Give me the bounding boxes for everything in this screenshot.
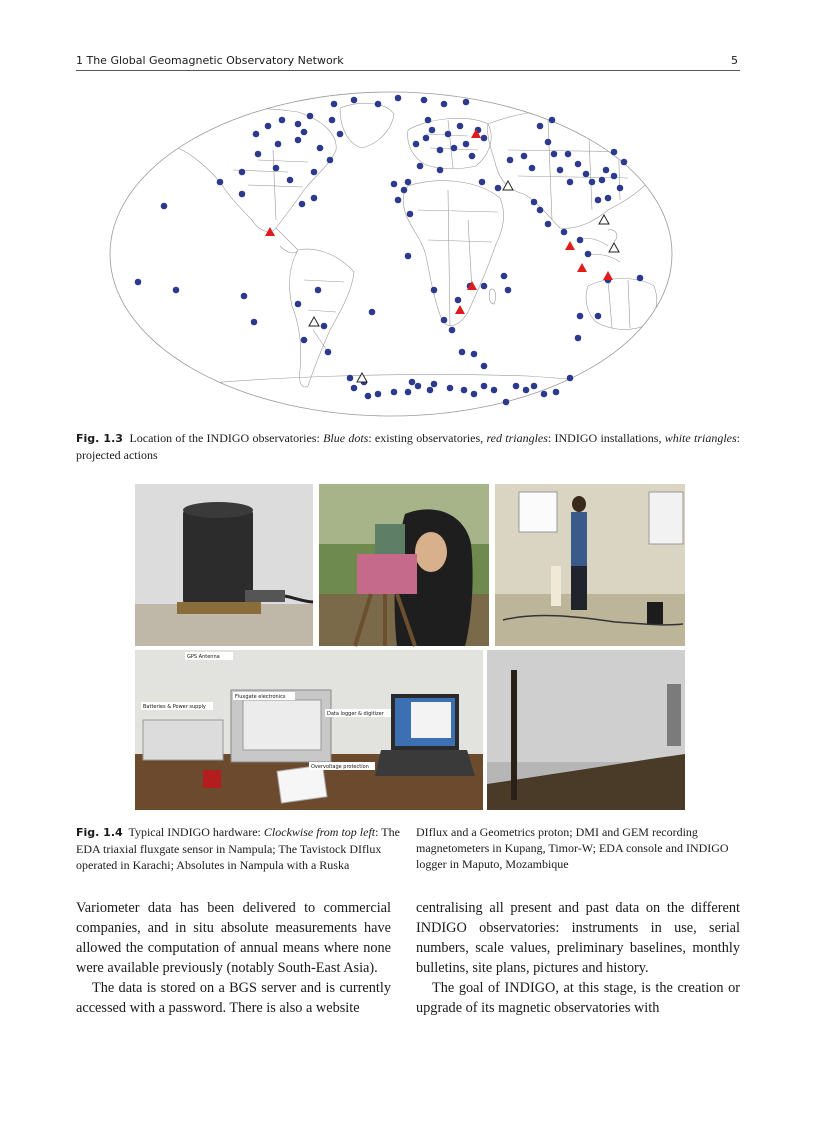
observatory-dot (327, 157, 334, 164)
observatory-dot (301, 129, 308, 136)
observatory-dot (413, 141, 420, 148)
observatory-dot (503, 399, 510, 406)
observatory-dot (423, 135, 430, 142)
observatory-dot (161, 203, 168, 210)
observatory-dot (521, 153, 528, 160)
observatory-dot (611, 149, 618, 156)
observatory-dot (575, 335, 582, 342)
observatory-dot (567, 179, 574, 186)
photo-hut-interior (487, 650, 685, 810)
observatory-dot (241, 293, 248, 300)
observatory-dot (577, 313, 584, 320)
paragraph: centralising all present and past data on the different INDIGO observatories: instruments in use, serial numbers, scale values, preliminary baselines, monthly bulletins, site plans, pictures and history. (416, 900, 740, 976)
observatory-dot (469, 153, 476, 160)
observatory-dot (431, 287, 438, 294)
observatory-dot (325, 349, 332, 356)
observatory-dot (307, 113, 314, 120)
observatory-dot (301, 337, 308, 344)
observatory-dot (459, 349, 466, 356)
label-gps-antenna: GPS Antenna (187, 654, 220, 660)
figure-1-3-caption: Fig. 1.3 Location of the INDIGO observatories: Blue dots: existing observatories, red triangles: INDIGO installations, white triangles: projected actions (76, 431, 740, 462)
observatory-dot (441, 317, 448, 324)
observatory-dot (287, 177, 294, 184)
observatory-dot (637, 275, 644, 282)
observatory-dot (605, 195, 612, 202)
label-data-logger: Data logger & digitizer (327, 711, 384, 717)
observatory-dot (431, 381, 438, 388)
photo-console-logger (135, 650, 483, 810)
observatory-dot (557, 167, 564, 174)
observatory-dot (441, 101, 448, 108)
observatory-dot (369, 309, 376, 316)
observatory-dot (315, 287, 322, 294)
observatory-dot (273, 165, 280, 172)
observatory-dot (409, 379, 416, 386)
observatory-dot (471, 391, 478, 398)
observatory-dot (561, 229, 568, 236)
paragraph: The goal of INDIGO, at this stage, is the creation or upgrade of its magnetic observatories with (416, 980, 740, 1016)
observatory-dot (537, 207, 544, 214)
observatory-dot (405, 179, 412, 186)
photo-absolute-hut (495, 484, 685, 646)
observatory-dot (365, 393, 372, 400)
photo-diflux-operator (319, 484, 489, 646)
observatory-dot (577, 237, 584, 244)
observatory-dot (463, 99, 470, 106)
label-batteries: Batteries & Power supply (143, 704, 206, 710)
observatory-dot (255, 151, 262, 158)
label-fluxgate-electronics: Fluxgate electronics (235, 694, 286, 700)
observatory-dot (407, 211, 414, 218)
figure-label: Fig. 1.4 (76, 826, 123, 839)
observatory-dot (595, 197, 602, 204)
observatory-dot (391, 389, 398, 396)
observatory-dot (425, 117, 432, 124)
observatory-dot (295, 121, 302, 128)
observatory-dot (275, 141, 282, 148)
observatory-dot (395, 197, 402, 204)
observatory-dot (529, 165, 536, 172)
observatory-dot (317, 145, 324, 152)
observatory-dot (481, 363, 488, 370)
observatory-dot (251, 319, 258, 326)
observatory-dot (531, 199, 538, 206)
observatory-dot (405, 253, 412, 260)
figure-1-4-caption-right: DIflux and a Geometrics proton; DMI and GEM recording magnetometers in Kupang, Timor-W; EDA console and INDIGO logger in Maputo, Mozambique (416, 825, 729, 871)
page-number: 5 (731, 54, 738, 67)
observatory-dot (575, 161, 582, 168)
observatory-dot (351, 97, 358, 104)
figure-1-4-caption-left: Fig. 1.4 Typical INDIGO hardware: Clockwise from top left: The EDA triaxial fluxgate sensor in Nampula; The Tavistock DIflux operated in Karachi; Absolutes in Nampula with a Ruska (76, 825, 400, 872)
observatory-dot (421, 97, 428, 104)
observatory-dot (329, 117, 336, 124)
observatory-dot (461, 387, 468, 394)
observatory-dot (299, 201, 306, 208)
observatory-dot (471, 351, 478, 358)
observatory-dot (507, 157, 514, 164)
figure-1-3-world-map (108, 90, 674, 418)
observatory-dot (295, 301, 302, 308)
observatory-dot (337, 131, 344, 138)
observatory-dot (391, 181, 398, 188)
observatory-dot (437, 167, 444, 174)
observatory-dot (455, 297, 462, 304)
observatory-dot (479, 179, 486, 186)
observatory-dot (449, 327, 456, 334)
observatory-dot (541, 391, 548, 398)
observatory-dot (311, 195, 318, 202)
label-overvoltage: Overvoltage protection (311, 764, 369, 770)
observatory-dot (531, 383, 538, 390)
observatory-dot (375, 101, 382, 108)
paragraph: Variometer data has been delivered to commercial companies, and in situ absolute measurements have allowed the computation of annual means where none were available previously (notably South-East Asia). (76, 900, 391, 976)
observatory-dot (603, 167, 610, 174)
photo-fluxgate-sensor (135, 484, 313, 646)
observatory-dot (481, 135, 488, 142)
observatory-dot (495, 185, 502, 192)
running-header (76, 54, 740, 70)
observatory-dot (599, 177, 606, 184)
observatory-dot (437, 147, 444, 154)
observatory-dot (523, 387, 530, 394)
figure-label: Fig. 1.3 (76, 432, 123, 445)
observatory-dot (239, 191, 246, 198)
observatory-dot (279, 117, 286, 124)
observatory-dot (617, 185, 624, 192)
observatory-dot (549, 117, 556, 124)
observatory-dot (395, 95, 402, 102)
observatory-dot (445, 131, 452, 138)
observatory-dot (545, 221, 552, 228)
observatory-dot (565, 151, 572, 158)
observatory-dot (585, 251, 592, 258)
observatory-dot (351, 385, 358, 392)
observatory-dot (217, 179, 224, 186)
observatory-dot (537, 123, 544, 130)
observatory-dot (447, 385, 454, 392)
figure-1-4-photo-collage (135, 484, 685, 810)
observatory-dot (501, 273, 508, 280)
observatory-dot (253, 131, 260, 138)
observatory-dot (311, 169, 318, 176)
observatory-dot (135, 279, 142, 286)
observatory-dot (429, 127, 436, 134)
observatory-dot (491, 387, 498, 394)
observatory-dot (621, 159, 628, 166)
observatory-dot (417, 163, 424, 170)
paragraph: The data is stored on a BGS server and is currently accessed with a password. There is also a website (76, 980, 391, 1016)
observatory-dot (481, 283, 488, 290)
observatory-dot (375, 391, 382, 398)
observatory-dot (589, 179, 596, 186)
body-column-right (416, 898, 740, 1018)
observatory-dot (481, 383, 488, 390)
observatory-dot (567, 375, 574, 382)
observatory-dot (451, 145, 458, 152)
observatory-dot (583, 171, 590, 178)
observatory-dot (239, 169, 246, 176)
observatory-dot (347, 375, 354, 382)
observatory-dot (405, 389, 412, 396)
observatory-dot (551, 151, 558, 158)
chapter-title: 1 The Global Geomagnetic Observatory Network (76, 54, 344, 67)
observatory-dot (463, 141, 470, 148)
observatory-dot (545, 139, 552, 146)
header-rule (76, 70, 740, 71)
observatory-dot (295, 137, 302, 144)
observatory-dot (401, 187, 408, 194)
observatory-dot (415, 383, 422, 390)
observatory-dot (265, 123, 272, 130)
observatory-dot (505, 287, 512, 294)
observatory-dot (611, 173, 618, 180)
observatory-dot (331, 101, 338, 108)
body-column-left (76, 898, 391, 1018)
observatory-dot (553, 389, 560, 396)
observatory-dot (595, 313, 602, 320)
observatory-dot (321, 323, 328, 330)
observatory-dot (513, 383, 520, 390)
observatory-dot (427, 387, 434, 394)
observatory-dot (457, 123, 464, 130)
observatory-dot (173, 287, 180, 294)
